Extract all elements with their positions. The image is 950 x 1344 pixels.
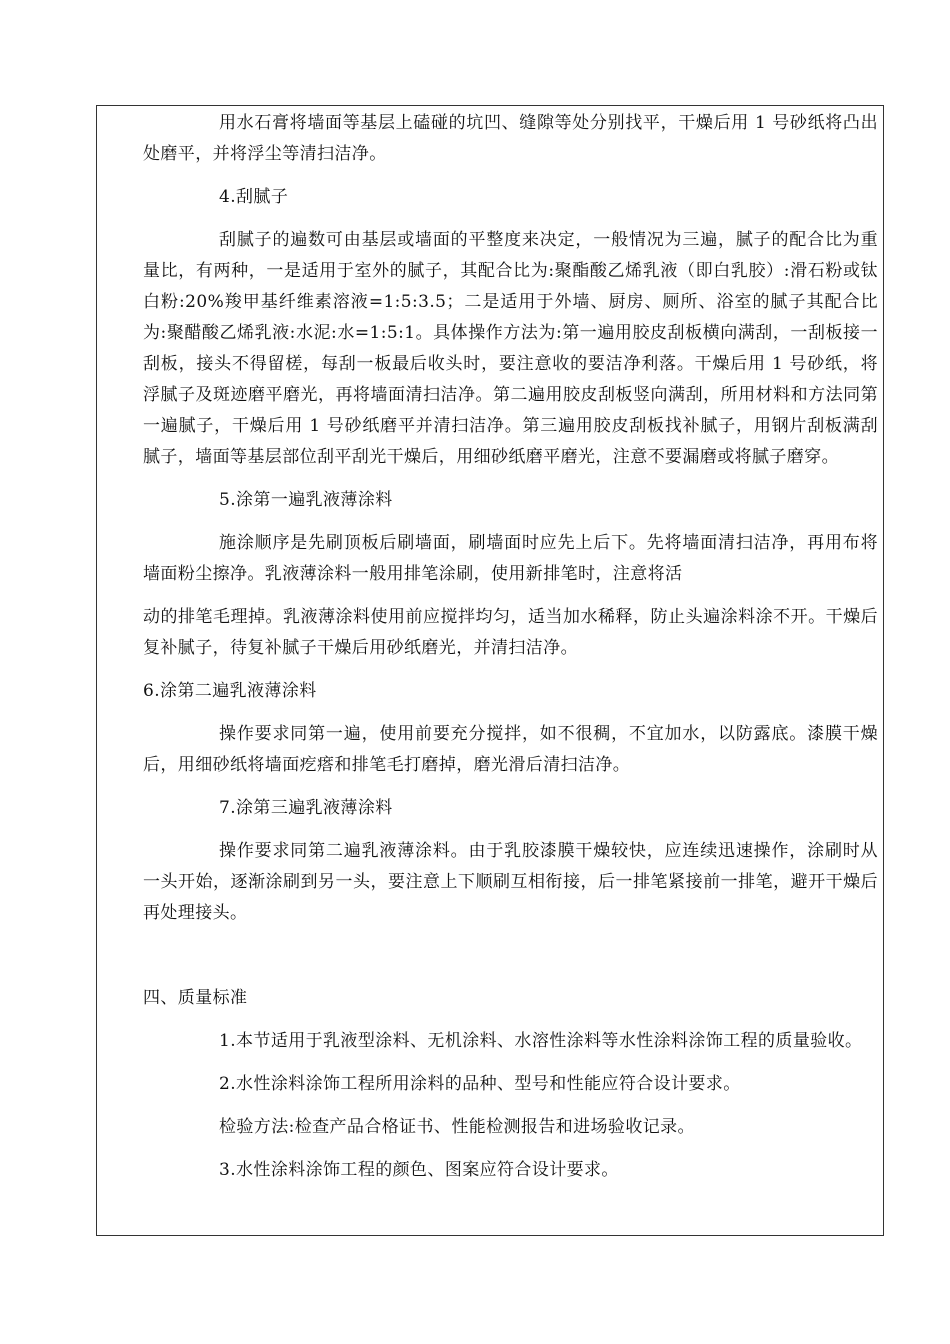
paragraph-first-coat-b: 动的排笔毛理掉。乳液薄涂料使用前应搅拌均匀，适当加水稀释，防止头遍涂料涂不开。干燥后复补腻子，待复补腻子干燥后用砂纸磨光，并清扫洁净。 [143, 607, 878, 658]
paragraph-putty: 刮腻子的遍数可由基层或墙面的平整度来决定，一般情况为三遍，腻子的配合比为重量比，有两种，一是适用于室外的腻子，其配合比为:聚酯酸乙烯乳液（即白乳胶）:滑石粉或钛白粉:20%羧甲基纤维素溶液=1:5:3.5；二是适用于外墙、厨房、厕所、浴室的腻子其配合比为:聚醋酸乙烯乳液:水泥:水=1:5:1。具体操作方法为:第一遍用胶皮刮板横向满刮，一刮板接一刮板，接头不得留槎，每刮一板最后收头时，要注意收的要洁净利落。干燥后用 1 号砂纸，将浮腻子及斑迹磨平磨光，再将墙面清扫洁净。第二遍用胶皮刮板竖向满刮，所用材料和方法同第一遍腻子，干燥后用 1 号砂纸磨平并清扫洁净。第三遍用胶皮刮板找补腻子，用钢片刮板满刮腻子，墙面等基层部位刮平刮光干燥后，用细砂纸磨平磨光，注意不要漏磨或将腻子磨穿。 [143, 230, 878, 467]
heading-putty: 4.刮腻子 [219, 187, 289, 207]
heading-first-coat: 5.涂第一遍乳液薄涂料 [219, 490, 393, 510]
heading-third-coat: 7.涂第三遍乳液薄涂料 [219, 798, 393, 818]
paragraph-first-coat-a: 施涂顺序是先刷顶板后刷墙面，刷墙面时应先上后下。先将墙面清扫洁净，再用布将墙面粉尘擦净。乳液薄涂料一般用排笔涂刷，使用新排笔时，注意将活 [143, 533, 878, 584]
document-body [143, 108, 878, 1186]
paragraph-quality-3: 3.水性涂料涂饰工程的颜色、图案应符合设计要求。 [219, 1160, 619, 1180]
heading-second-coat: 6.涂第二遍乳液薄涂料 [143, 681, 317, 701]
paragraph-base-filling: 用水石膏将墙面等基层上磕碰的坑凹、缝隙等处分别找平，干燥后用 1 号砂纸将凸出处磨平，并将浮尘等清扫洁净。 [143, 113, 878, 164]
paragraph-third-coat: 操作要求同第二遍乳液薄涂料。由于乳胶漆膜干燥较快，应连续迅速操作，涂刷时从一头开始，逐渐涂刷到另一头，要注意上下顺刷互相衔接，后一排笔紧接前一排笔，避开干燥后再处理接头。 [143, 841, 878, 923]
section-heading-quality: 四、质量标准 [143, 988, 248, 1008]
paragraph-second-coat: 操作要求同第一遍，使用前要充分搅拌，如不很稠，不宜加水，以防露底。漆膜干燥后，用细砂纸将墙面疙瘩和排笔毛打磨掉，磨光滑后清扫洁净。 [143, 724, 878, 775]
paragraph-quality-2: 2.水性涂料涂饰工程所用涂料的品种、型号和性能应符合设计要求。 [219, 1074, 741, 1094]
paragraph-quality-1: 1.本节适用于乳液型涂料、无机涂料、水溶性涂料等水性涂料涂饰工程的质量验收。 [219, 1031, 863, 1051]
paragraph-inspection-method: 检验方法:检查产品合格证书、性能检测报告和进场验收记录。 [219, 1117, 695, 1137]
